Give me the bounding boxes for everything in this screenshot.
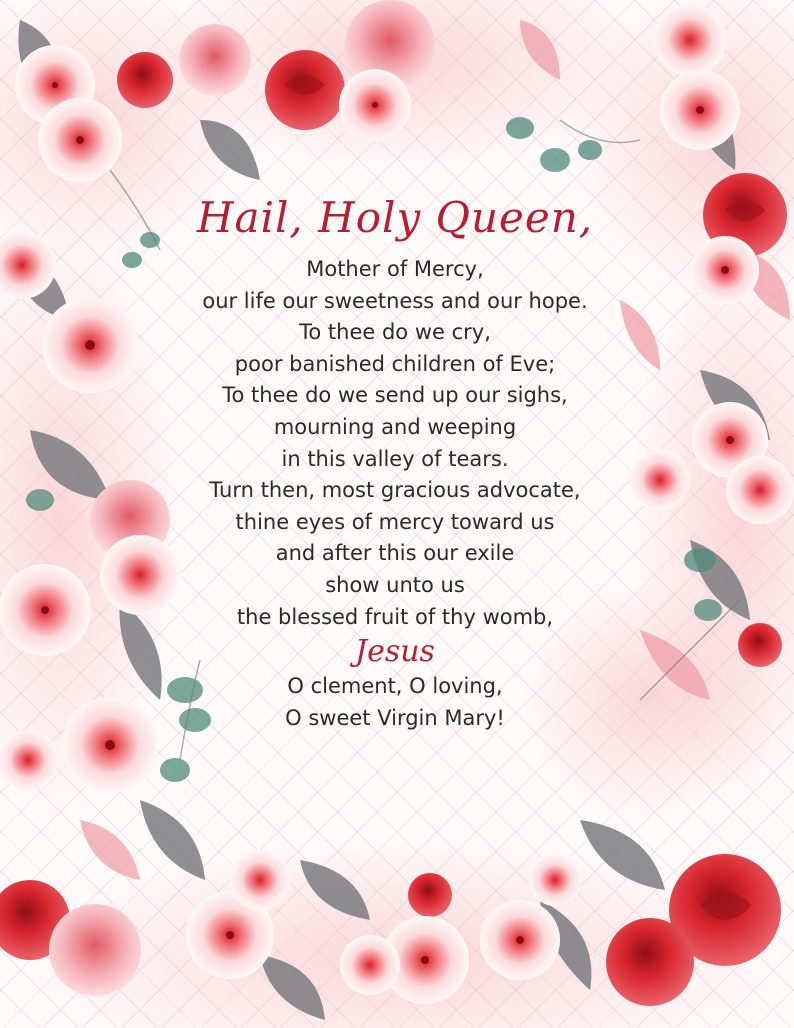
prayer-line: To thee do we cry, bbox=[299, 320, 491, 345]
prayer-line: mourning and weeping bbox=[273, 414, 517, 439]
prayer-line: O clement, O loving, bbox=[287, 674, 503, 699]
prayer-line: show unto us bbox=[325, 572, 465, 597]
prayer-line: and after this our exile bbox=[275, 541, 515, 566]
prayer-title: Hail, Holy Queen, bbox=[196, 193, 594, 242]
prayer-line: the blessed fruit of thy womb, bbox=[236, 604, 554, 629]
prayer-line: in this valley of tears. bbox=[281, 446, 509, 471]
prayer-line: Mother of Mercy, bbox=[306, 257, 484, 281]
prayer-line: poor banished children of Eve; bbox=[234, 351, 556, 376]
prayer-text bbox=[150, 188, 640, 734]
prayer-line: Turn then, most gracious advocate, bbox=[209, 478, 581, 503]
prayer-highlight-jesus: Jesus bbox=[355, 634, 435, 670]
prayer-line: To thee do we send up our sighs, bbox=[222, 383, 568, 408]
prayer-line: thine eyes of mercy toward us bbox=[235, 509, 555, 534]
prayer-line: our life our sweetness and our hope. bbox=[202, 288, 588, 313]
prayer-line: O sweet Virgin Mary! bbox=[285, 705, 505, 730]
